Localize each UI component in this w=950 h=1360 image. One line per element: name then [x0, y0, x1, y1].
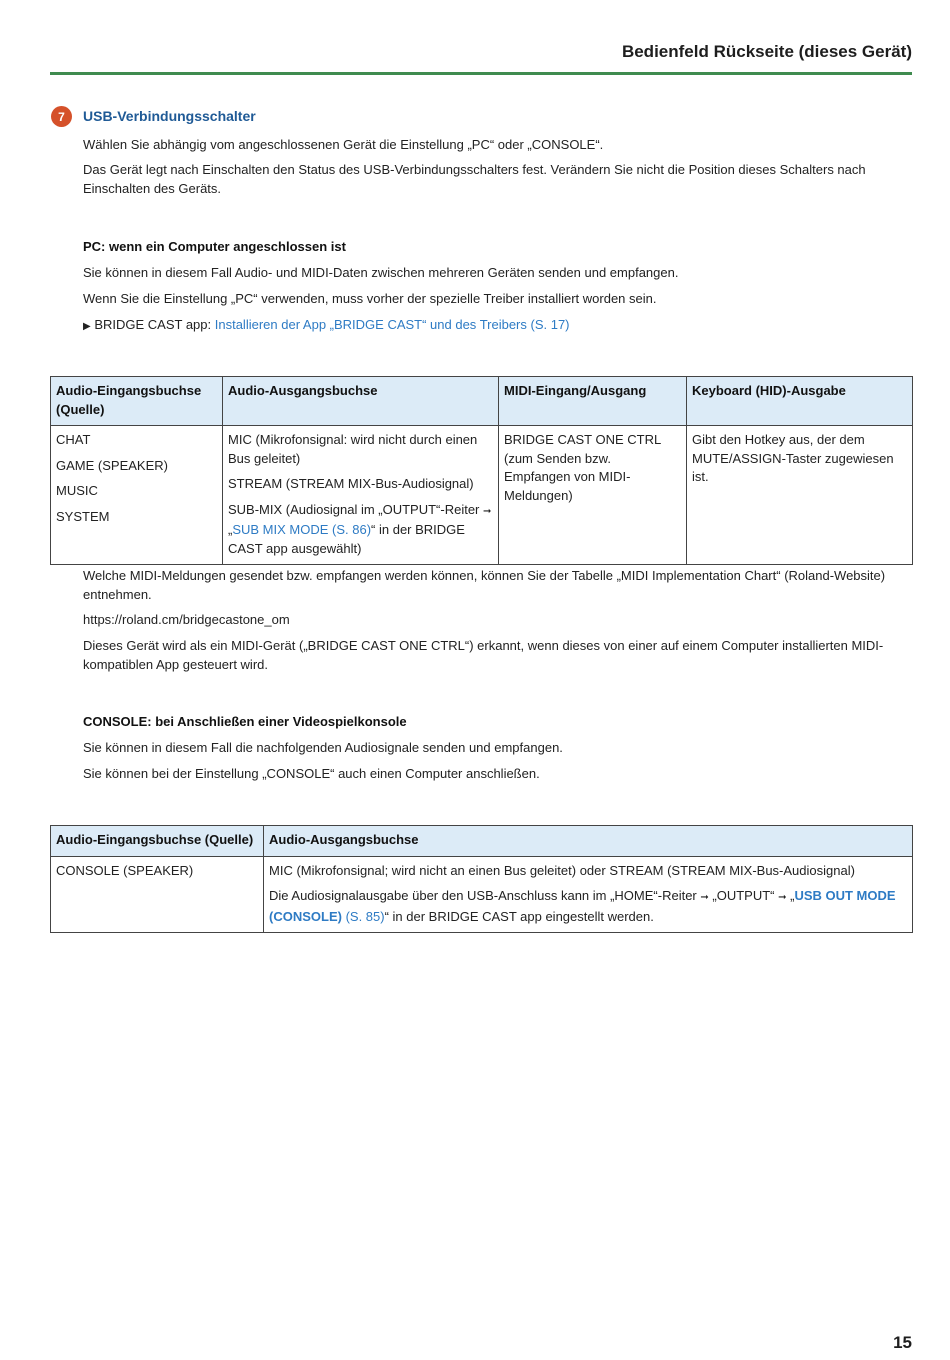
- console-output-line-1: MIC (Mikrofonsignal; wird nicht an einen Bus geleitet) oder STREAM (STREAM MIX-Bus-Audiosignal): [269, 862, 855, 878]
- cell-hid: Gibt den Hotkey aus, der dem MUTE/ASSIGN-Taster zugewiesen ist.: [687, 426, 913, 565]
- output-stream: STREAM (STREAM MIX-Bus-Audiosignal): [228, 476, 474, 491]
- arrow-right-icon: ➞: [483, 505, 492, 517]
- intro-paragraph-1: Wählen Sie abhängig vom angeschlossenen Gerät die Einstellung „PC“ oder „CONSOLE“.: [83, 137, 604, 152]
- table-header-row: [51, 826, 913, 857]
- console-paragraph-1: Sie können in diesem Fall die nachfolgenden Audiosignale senden und empfangen.: [83, 740, 563, 755]
- page-header-title: Bedienfeld Rückseite (dieses Gerät): [621, 42, 912, 61]
- submix-suffix: “ in der BRIDGE CAST app ausgewählt): [228, 522, 465, 556]
- col-header-audio-input: Audio-Eingangsbuchse (Quelle): [51, 377, 223, 426]
- manual-url: https://roland.cm/bridgecastone_om: [83, 612, 290, 627]
- pc-reference: [83, 316, 908, 337]
- col-header-audio-input: Audio-Eingangsbuchse (Quelle): [51, 826, 264, 857]
- section-number-badge: 7: [51, 106, 72, 127]
- col-header-midi: MIDI-Eingang/Ausgang: [499, 377, 687, 426]
- console-output-line-2: [269, 887, 907, 926]
- col-header-audio-output: Audio-Ausgangsbuchse: [264, 826, 913, 857]
- output-prefix: Die Audiosignalausgabe über den USB-Anschluss kann im „HOME“-Reiter: [269, 888, 701, 903]
- cell-midi: BRIDGE CAST ONE CTRL (zum Senden bzw. Empfangen von MIDI-Meldungen): [499, 426, 687, 565]
- pc-heading: PC: wenn ein Computer angeschlossen ist: [83, 239, 346, 254]
- cell-console-output: [264, 856, 913, 933]
- console-table: [50, 825, 913, 933]
- midi-info-paragraph: Welche MIDI-Meldungen gesendet bzw. empfangen werden können, können Sie der Tabelle „MIDI Implementation Chart“ (Roland-Website) entnehmen.: [83, 568, 886, 602]
- cell-console-input: CONSOLE (SPEAKER): [51, 856, 264, 933]
- usb-out-mode-page-link[interactable]: (S. 85): [341, 908, 385, 924]
- pc-paragraph-2: Wenn Sie die Einstellung „PC“ verwenden, muss vorher der spezielle Treiber installiert worden sein.: [83, 291, 657, 306]
- pc-paragraph-1: Sie können in diesem Fall Audio- und MIDI-Daten zwischen mehreren Geräten senden und empfangen.: [83, 265, 679, 280]
- arrow-right-icon: ➞: [700, 892, 709, 903]
- output-quote-open: „: [786, 888, 795, 903]
- header-divider: [50, 72, 912, 75]
- page-number: 15: [893, 1333, 912, 1352]
- output-suffix: “ in der BRIDGE CAST app eingestellt werden.: [384, 908, 654, 924]
- submix-mode-link[interactable]: SUB MIX MODE (S. 86): [232, 522, 372, 537]
- output-mic: MIC (Mikrofonsignal: wird nicht durch einen Bus geleitet): [228, 432, 478, 466]
- table-row: [51, 426, 913, 565]
- arrow-right-icon: ➞: [778, 892, 787, 903]
- pc-table: [50, 376, 913, 565]
- output-submix: [228, 501, 493, 559]
- input-item: GAME (SPEAKER): [56, 457, 168, 473]
- col-header-audio-output: Audio-Ausgangsbuchse: [223, 377, 499, 426]
- submix-prefix: SUB-MIX (Audiosignal im „OUTPUT“-Reiter: [228, 501, 483, 517]
- usb-out-mode-link[interactable]: USB OUT MODE (CONSOLE): [269, 888, 896, 924]
- section-title: USB-Verbindungsschalter: [83, 108, 256, 124]
- console-heading: CONSOLE: bei Anschließen einer Videospielkonsole: [83, 714, 407, 729]
- triangle-right-icon: ▶: [83, 321, 91, 332]
- midi-device-paragraph: Dieses Gerät wird als ein MIDI-Gerät („BRIDGE CAST ONE CTRL“) erkannt, wenn dieses von einer auf einem Computer installierten MIDI-kompatiblen App gesteuert wird.: [83, 638, 884, 672]
- intro-paragraph-2: Das Gerät legt nach Einschalten den Status des USB-Verbindungsschalters fest. Verändern Sie nicht die Position dieses Schalters nach Einschalten des Geräts.: [83, 162, 866, 196]
- cell-audio-inputs: [51, 426, 223, 565]
- input-item: SYSTEM: [56, 508, 110, 524]
- console-paragraph-2: Sie können bei der Einstellung „CONSOLE“ auch einen Computer anschließen.: [83, 766, 540, 781]
- input-item: MUSIC: [56, 483, 98, 498]
- reference-prefix: BRIDGE CAST app:: [94, 317, 215, 332]
- install-app-link[interactable]: Installieren der App „BRIDGE CAST“ und des Treibers (S. 17): [214, 317, 570, 332]
- submix-quote-open: „: [228, 522, 233, 537]
- col-header-hid: Keyboard (HID)-Ausgabe: [687, 377, 913, 426]
- table-header-row: [51, 377, 913, 426]
- output-mid: „OUTPUT“: [708, 888, 779, 903]
- cell-audio-outputs: [223, 426, 499, 565]
- input-item: CHAT: [56, 432, 91, 447]
- table-row: [51, 856, 913, 933]
